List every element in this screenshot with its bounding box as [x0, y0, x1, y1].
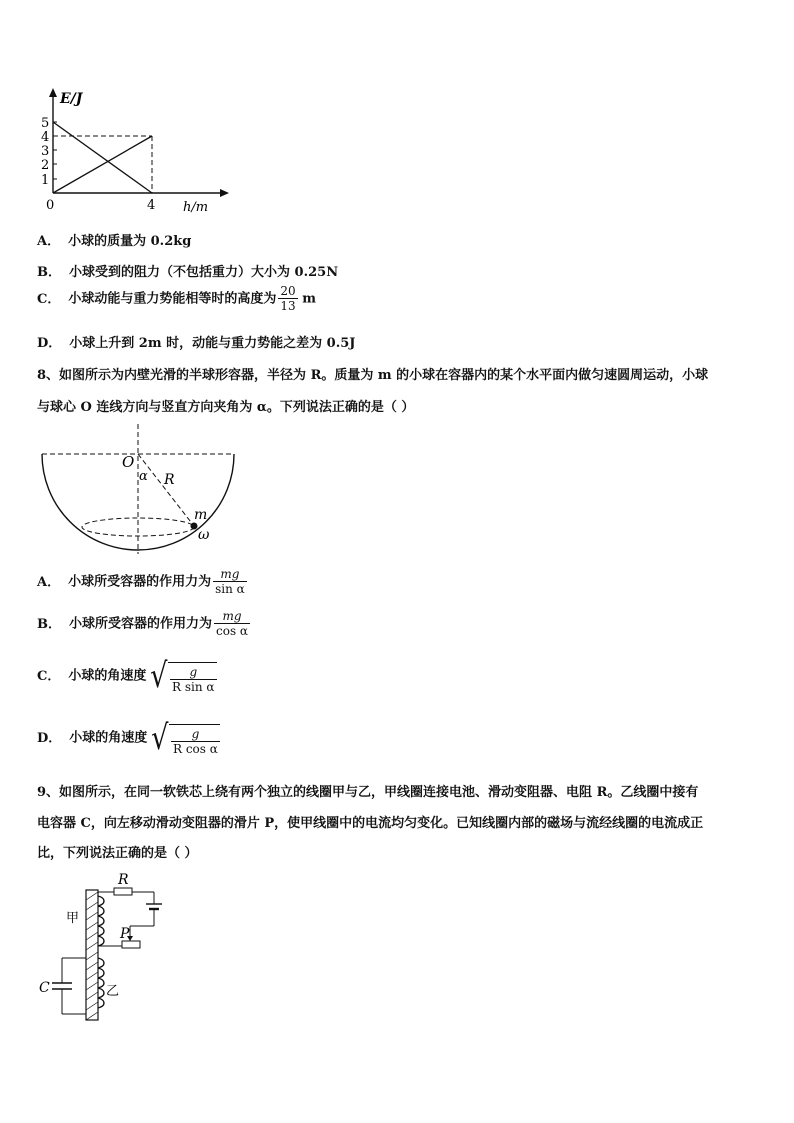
q7-option-c[interactable] [37, 285, 316, 313]
q8-stem-line2: 与球心 O 连线方向与竖直方向夹角为 α。下列说法正确的是（ ） [37, 400, 415, 415]
label-jia: 甲 [66, 911, 80, 926]
option-text: 小球的角速度 [69, 730, 148, 746]
radical-sign: √ [150, 656, 168, 696]
fraction [213, 568, 247, 596]
fraction [214, 610, 250, 638]
q8-option-c[interactable] [37, 656, 217, 696]
y-tick-1: 1 [41, 173, 50, 188]
coil-circuit-figure [36, 870, 176, 1025]
option-text: 小球所受容器的作用力为 [68, 574, 212, 590]
square-root [149, 718, 220, 758]
fraction-numerator: g [191, 726, 200, 741]
q9-stem-line3: 比，下列说法正确的是（ ） [37, 846, 198, 861]
hemisphere-figure [36, 422, 242, 557]
option-letter: C． [37, 291, 61, 307]
fraction [170, 666, 217, 694]
q8-option-d[interactable] [37, 718, 220, 758]
label-yi: 乙 [106, 984, 120, 999]
y-tick-5: 5 [41, 116, 50, 131]
option-text: 小球动能与重力势能相等时的高度为 [68, 291, 277, 307]
option-text: 小球所受容器的作用力为 [69, 616, 213, 632]
option-letter: C． [37, 668, 61, 684]
label-O: O [122, 453, 135, 471]
energy-line-rising [53, 136, 152, 193]
fraction-numerator: g [189, 664, 198, 679]
option-letter: B． [37, 616, 61, 632]
radical-sign: √ [151, 718, 169, 758]
fraction [171, 728, 220, 756]
y-tick-4: 4 [41, 130, 50, 145]
fraction-denominator: cos α [216, 624, 249, 638]
fraction-denominator: 13 [280, 299, 296, 313]
fraction-denominator: R sin α [172, 679, 215, 694]
option-letter: D． [37, 336, 62, 351]
q7-option-d[interactable] [37, 332, 355, 351]
label-m: m [194, 507, 208, 523]
q8-option-b[interactable] [37, 610, 250, 638]
q9-stem-line2: 电容器 C，向左移动滑动变阻器的滑片 P，使甲线圈中的电流均匀变化。已知线圈内部的磁场与流经线圈的电流成正 [37, 816, 704, 831]
q8-option-a[interactable] [37, 568, 247, 596]
fraction-denominator: sin α [215, 582, 245, 596]
q9-stem-line1: 9、如图所示，在同一软铁芯上绕有两个独立的线圈甲与乙，甲线圈连接电池、滑动变阻器、电阻 R。乙线圈中接有 [37, 785, 699, 800]
q7-option-a[interactable] [37, 230, 191, 249]
y-tick-2: 2 [41, 158, 50, 173]
fraction-numerator: 20 [280, 284, 296, 298]
fraction [278, 285, 297, 313]
energy-line-falling [53, 122, 152, 193]
q8-stem-line1: 8、如图所示为内壁光滑的半球形容器，半径为 R。质量为 m 的小球在容器内的某个水平面内做匀速圆周运动，小球 [37, 368, 709, 383]
label-alpha: α [139, 469, 148, 484]
label-R: R [118, 872, 129, 888]
energy-height-graph [30, 85, 230, 215]
label-P: P [120, 926, 130, 942]
q7-option-b[interactable] [37, 261, 338, 280]
label-R: R [164, 472, 175, 488]
label-omega: ω [198, 527, 210, 543]
y-tick-3: 3 [41, 144, 50, 159]
fraction-numerator: mg [222, 609, 242, 623]
unit: m [302, 291, 316, 307]
option-text: 小球的质量为 0.2kg [68, 234, 192, 249]
x-axis-label: h/m [183, 200, 209, 215]
square-root [148, 656, 216, 696]
option-text: 小球上升到 2m 时，动能与重力势能之差为 0.5J [69, 336, 356, 351]
option-letter: B． [37, 265, 61, 280]
fraction-denominator: R cos α [172, 741, 218, 756]
label-C: C [39, 980, 50, 996]
fraction-numerator: mg [220, 567, 240, 581]
option-letter: A． [37, 234, 61, 249]
option-letter: D． [37, 730, 62, 746]
y-axis-label: E/J [60, 91, 83, 107]
x-tick-4: 4 [147, 198, 156, 213]
option-text: 小球的角速度 [68, 668, 147, 684]
option-letter: A． [37, 574, 61, 590]
option-text: 小球受到的阻力（不包括重力）大小为 0.25N [69, 265, 339, 280]
x-tick-0: 0 [46, 198, 55, 213]
